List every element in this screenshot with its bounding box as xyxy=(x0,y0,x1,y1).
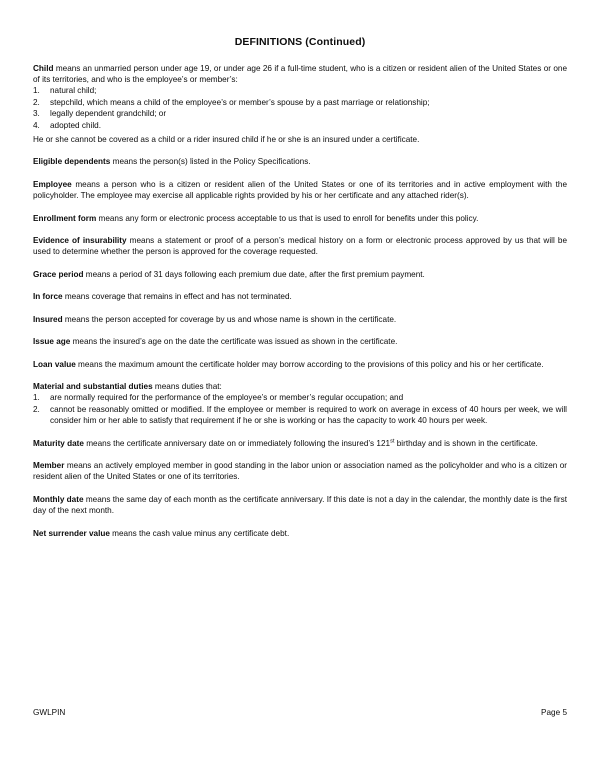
definition-block-monthly-date xyxy=(33,494,567,517)
ordinal-suffix: st xyxy=(390,437,395,444)
child-definition-list xyxy=(33,85,567,131)
definition-block-issue-age xyxy=(33,336,567,347)
definition-term: Loan value xyxy=(33,359,76,369)
list-item xyxy=(33,404,567,427)
definition-block-employee xyxy=(33,179,567,202)
definition-term: Employee xyxy=(33,179,72,189)
definition-term: Child xyxy=(33,63,54,73)
list-item xyxy=(33,392,567,403)
list-item-text: stepchild, which means a child of the employee’s or member’s spouse by a past marriage or relationship; xyxy=(50,97,430,107)
definition-paragraph xyxy=(33,291,567,302)
definition-paragraph xyxy=(33,381,567,392)
definition-body-before: means the certificate anniversary date on or immediately following the insured’s 121 xyxy=(83,438,391,448)
list-item-text: legally dependent grandchild; or xyxy=(50,109,167,119)
definition-paragraph xyxy=(33,156,567,167)
list-item-text: natural child; xyxy=(50,86,97,96)
definition-paragraph xyxy=(33,314,567,325)
list-item-text: are normally required for the performance of the employee’s or member’s regular occupation; and xyxy=(50,393,404,403)
definition-term: Issue age xyxy=(33,337,71,347)
definition-body: means duties that: xyxy=(152,381,222,391)
list-marker: 2. xyxy=(33,97,40,107)
definition-term: In force xyxy=(33,292,63,302)
list-marker: 3. xyxy=(33,109,40,119)
definition-paragraph xyxy=(33,235,567,258)
definition-paragraph xyxy=(33,179,567,202)
definition-term: Member xyxy=(33,460,65,470)
definition-block-in-force xyxy=(33,291,567,302)
definition-body: means the person(s) listed in the Policy Specifications. xyxy=(110,157,311,167)
definition-body: means the person accepted for coverage by us and whose name is shown in the certificate. xyxy=(62,314,397,324)
definition-body: means a statement or proof of a person’s medical history on a form or electronic process approved by us that will be used to determine whether the person is approved for the coverage requested. xyxy=(33,236,568,257)
definition-body: means a person who is a citizen or resident alien of the United States or one of its territories and in active employment with the policyholder. The employee may exercise all applicable rights provided by his or her certificate and any attached rider(s). xyxy=(33,179,567,201)
definition-paragraph xyxy=(33,460,567,483)
footer-page-number: Page 5 xyxy=(541,708,567,717)
definition-body: means coverage that remains in effect and has not terminated. xyxy=(62,292,292,302)
list-item xyxy=(33,120,567,131)
definition-body: means any form or electronic process acceptable to us that is used to enroll for benefits under this policy. xyxy=(96,213,479,223)
definition-block-insured xyxy=(33,314,567,325)
definition-paragraph xyxy=(33,213,567,224)
definition-body: means the maximum amount the certificate holder may borrow according to the provisions of this policy and his or her certificate. xyxy=(75,359,544,369)
definition-block-eligible-dependents xyxy=(33,156,567,167)
list-item-text: adopted child. xyxy=(50,120,101,130)
definition-term: Grace period xyxy=(33,269,84,279)
definition-term: Evidence of insurability xyxy=(33,236,127,246)
definition-block-enrollment-form xyxy=(33,213,567,224)
list-item-text: cannot be reasonably omitted or modified. If the employee or member is required to work on average in excess of 40 hours per week, we will consider him or her able to satisfy that requirement if he or she is working or has the capacity to work 40 hours per week. xyxy=(50,404,567,426)
definition-body: means the insured’s age on the date the certificate was issued as shown in the certificate. xyxy=(70,337,398,347)
definition-block-maturity-date xyxy=(33,438,567,449)
definition-body: means the same day of each month as the certificate anniversary. If this date is not a day in the calendar, the monthly date is the first day of the next month. xyxy=(33,494,567,516)
definition-block-net-surrender-value xyxy=(33,528,567,539)
definition-body: means an unmarried person under age 19, or under age 26 if a full-time student, who is a citizen or resident alien of the United States or one of its territories, and who is the employee’s or member’s: xyxy=(33,63,567,84)
list-item xyxy=(33,97,567,108)
definition-block-member xyxy=(33,460,567,483)
definition-block-grace-period xyxy=(33,269,567,280)
definition-paragraph xyxy=(33,494,567,517)
definition-block-loan-value xyxy=(33,359,567,370)
page-footer xyxy=(33,707,567,718)
list-marker: 1. xyxy=(33,393,40,403)
definition-term: Monthly date xyxy=(33,494,84,504)
definition-paragraph xyxy=(33,359,567,370)
definition-paragraph xyxy=(33,63,567,86)
definition-paragraph xyxy=(33,269,567,280)
definition-paragraph xyxy=(33,528,567,539)
definition-block-evidence-of-insurability xyxy=(33,235,567,258)
list-marker: 1. xyxy=(33,86,40,96)
definition-term: Insured xyxy=(33,314,63,324)
definition-term: Eligible dependents xyxy=(33,157,111,167)
definition-paragraph: He or she cannot be covered as a child or a rider insured child if he or she is an insured under a certificate. xyxy=(33,135,420,145)
list-item xyxy=(33,85,567,96)
list-marker: 2. xyxy=(33,404,40,414)
definition-body: means the cash value minus any certificate debt. xyxy=(109,528,290,538)
material-duties-list xyxy=(33,392,567,426)
list-marker: 4. xyxy=(33,120,40,130)
definition-term: Maturity date xyxy=(33,438,84,448)
definition-block-material-and-substantial-duties xyxy=(33,381,567,427)
definition-body: means an actively employed member in good standing in the labor union or association named as the policyholder and who is a citizen or resident alien of the United States or one of its territories. xyxy=(33,460,567,482)
definition-paragraph xyxy=(33,336,567,347)
definition-paragraph xyxy=(33,438,567,449)
list-item xyxy=(33,108,567,119)
definition-body: means a period of 31 days following each premium due date, after the first premium payment. xyxy=(83,269,425,279)
definition-body-after: birthday and is shown in the certificate. xyxy=(394,438,538,448)
definition-block-child xyxy=(33,63,567,131)
definition-term: Net surrender value xyxy=(33,528,110,538)
page-title: DEFINITIONS (Continued) xyxy=(234,36,366,48)
definition-term: Enrollment form xyxy=(33,213,97,223)
definition-term: Material and substantial duties xyxy=(33,381,153,391)
footer-form-number: GWLPIN xyxy=(33,708,66,717)
definition-block-child-note xyxy=(33,134,567,145)
